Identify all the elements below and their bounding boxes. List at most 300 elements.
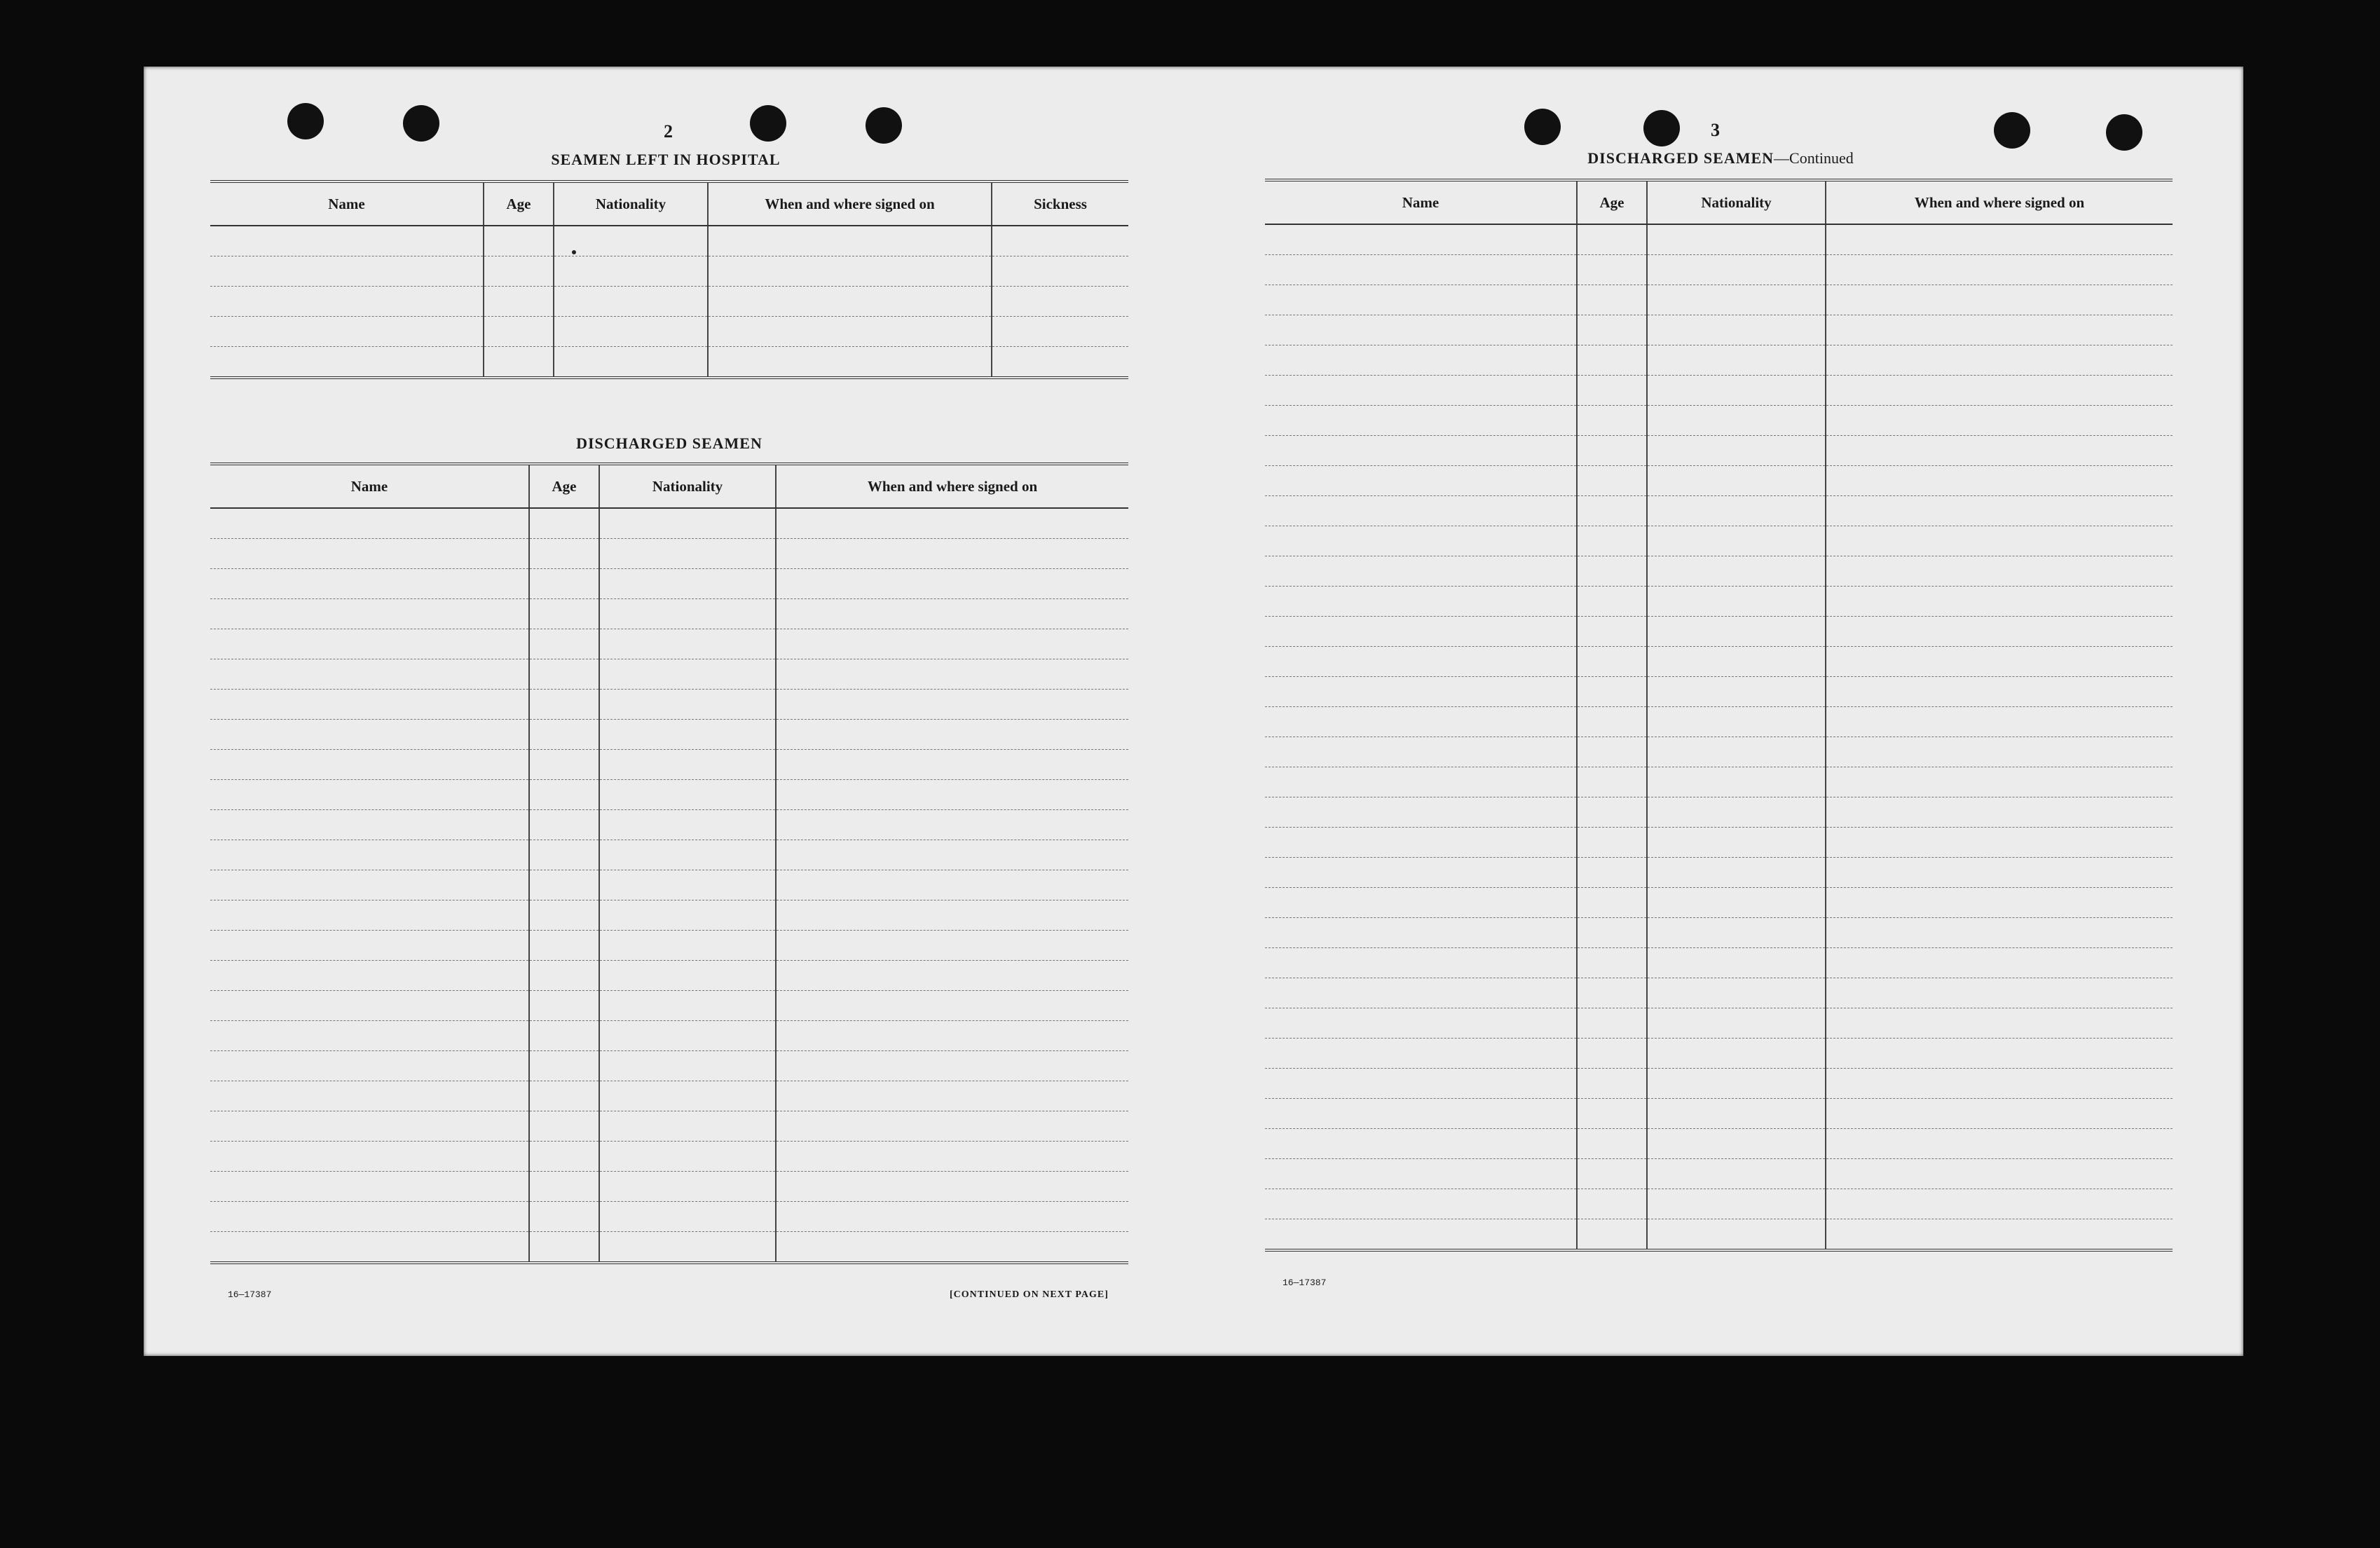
continued-note: [CONTINUED ON NEXT PAGE] bbox=[950, 1289, 1109, 1300]
table-cell bbox=[776, 1172, 1128, 1202]
table-cell bbox=[1265, 1008, 1577, 1039]
table-cell bbox=[776, 840, 1128, 870]
table-cell bbox=[1647, 1039, 1826, 1069]
table-cell bbox=[484, 226, 554, 256]
table-cell bbox=[1826, 1099, 2173, 1129]
table-cell bbox=[1577, 376, 1647, 406]
header-row bbox=[1265, 180, 2173, 224]
discharged-section-title: DISCHARGED SEAMEN bbox=[576, 434, 762, 452]
table-cell bbox=[1577, 255, 1647, 285]
table-cell bbox=[210, 599, 529, 629]
table-cell bbox=[1647, 1069, 1826, 1099]
col-age-header: Age bbox=[484, 181, 554, 226]
table-cell bbox=[1265, 948, 1577, 978]
table-cell bbox=[1265, 978, 1577, 1008]
form-sheet bbox=[144, 67, 2243, 1356]
punch-hole bbox=[1643, 110, 1680, 146]
table-cell bbox=[1265, 466, 1577, 496]
table-cell bbox=[1647, 1008, 1826, 1039]
table-cell bbox=[1647, 828, 1826, 858]
col-signed-on-header: When and where signed on bbox=[708, 181, 992, 226]
table-cell bbox=[1265, 376, 1577, 406]
table-cell bbox=[1826, 376, 2173, 406]
table-cell bbox=[776, 508, 1128, 539]
table-cell bbox=[776, 1142, 1128, 1172]
table-cell bbox=[554, 256, 708, 287]
table-row bbox=[210, 317, 1128, 347]
table-cell bbox=[529, 870, 599, 900]
col-name-header: Name bbox=[1265, 180, 1577, 224]
ink-mark bbox=[572, 250, 576, 254]
table-cell bbox=[1577, 556, 1647, 587]
table-cell bbox=[1826, 737, 2173, 767]
table-row bbox=[1265, 858, 2173, 888]
table-row bbox=[1265, 255, 2173, 285]
table-row bbox=[1265, 828, 2173, 858]
table-cell bbox=[1647, 526, 1826, 556]
table-cell bbox=[529, 1202, 599, 1232]
table-cell bbox=[1577, 737, 1647, 767]
table-row bbox=[1265, 1099, 2173, 1129]
table-cell bbox=[1265, 1099, 1577, 1129]
table-cell bbox=[776, 599, 1128, 629]
table-cell bbox=[1577, 1159, 1647, 1189]
table-row bbox=[1265, 737, 2173, 767]
table-cell bbox=[776, 1021, 1128, 1051]
table-cell bbox=[1265, 1219, 1577, 1251]
table-row bbox=[210, 991, 1128, 1021]
table-cell bbox=[1826, 436, 2173, 466]
table-cell bbox=[776, 1202, 1128, 1232]
table-cell bbox=[776, 720, 1128, 750]
table-cell bbox=[529, 539, 599, 569]
continued-rows bbox=[1265, 224, 2173, 1250]
col-signed-on-header: When and where signed on bbox=[776, 464, 1128, 508]
table-cell bbox=[1577, 948, 1647, 978]
table-cell bbox=[708, 287, 992, 317]
table-row bbox=[210, 1142, 1128, 1172]
table-cell bbox=[210, 870, 529, 900]
table-cell bbox=[1577, 526, 1647, 556]
table-cell bbox=[1577, 436, 1647, 466]
table-cell bbox=[599, 599, 776, 629]
table-cell bbox=[599, 508, 776, 539]
table-cell bbox=[599, 659, 776, 690]
table-cell bbox=[1826, 406, 2173, 436]
table-cell bbox=[1265, 224, 1577, 255]
table-cell bbox=[1826, 526, 2173, 556]
table-cell bbox=[1647, 1219, 1826, 1251]
table-cell bbox=[1265, 647, 1577, 677]
table-cell bbox=[776, 690, 1128, 720]
table-cell bbox=[599, 1202, 776, 1232]
table-cell bbox=[1826, 707, 2173, 737]
table-cell bbox=[599, 539, 776, 569]
page-number-left: 2 bbox=[664, 121, 673, 142]
table-row bbox=[1265, 1219, 2173, 1251]
table-cell bbox=[599, 961, 776, 991]
col-nationality-header: Nationality bbox=[554, 181, 708, 226]
table-cell bbox=[776, 961, 1128, 991]
table-cell bbox=[1577, 1008, 1647, 1039]
table-cell bbox=[1647, 918, 1826, 948]
table-cell bbox=[529, 840, 599, 870]
table-cell bbox=[1577, 496, 1647, 526]
table-cell bbox=[554, 226, 708, 256]
table-cell bbox=[210, 931, 529, 961]
table-cell bbox=[708, 256, 992, 287]
table-cell bbox=[1826, 617, 2173, 647]
table-cell bbox=[776, 659, 1128, 690]
table-cell bbox=[210, 840, 529, 870]
discharged-continued-title bbox=[1265, 149, 2176, 167]
table-cell bbox=[1826, 1039, 2173, 1069]
table-cell bbox=[529, 569, 599, 599]
table-row bbox=[1265, 406, 2173, 436]
table-row bbox=[1265, 345, 2173, 376]
table-cell bbox=[1647, 858, 1826, 888]
table-cell bbox=[599, 810, 776, 840]
table-cell bbox=[529, 1142, 599, 1172]
table-cell bbox=[776, 569, 1128, 599]
table-cell bbox=[1265, 828, 1577, 858]
table-cell bbox=[599, 629, 776, 659]
table-cell bbox=[1577, 617, 1647, 647]
table-row bbox=[210, 287, 1128, 317]
table-cell bbox=[1647, 1159, 1826, 1189]
discharged-table bbox=[210, 463, 1128, 1264]
table-row bbox=[210, 347, 1128, 378]
table-row bbox=[210, 569, 1128, 599]
table-row bbox=[210, 256, 1128, 287]
table-row bbox=[210, 1172, 1128, 1202]
table-cell bbox=[529, 629, 599, 659]
punch-hole bbox=[2106, 114, 2142, 151]
table-cell bbox=[992, 256, 1128, 287]
table-row bbox=[210, 1051, 1128, 1081]
table-row bbox=[1265, 224, 2173, 255]
table-row bbox=[1265, 647, 2173, 677]
table-cell bbox=[1577, 858, 1647, 888]
table-cell bbox=[210, 961, 529, 991]
table-cell bbox=[1647, 888, 1826, 918]
table-row bbox=[1265, 587, 2173, 617]
table-cell bbox=[1577, 677, 1647, 707]
table-cell bbox=[1647, 345, 1826, 376]
table-cell bbox=[210, 780, 529, 810]
table-cell bbox=[1647, 496, 1826, 526]
table-cell bbox=[992, 347, 1128, 378]
table-row bbox=[1265, 526, 2173, 556]
table-row bbox=[1265, 556, 2173, 587]
table-cell bbox=[210, 569, 529, 599]
table-cell bbox=[599, 1081, 776, 1111]
table-cell bbox=[529, 1081, 599, 1111]
table-cell bbox=[776, 750, 1128, 780]
table-row bbox=[1265, 1039, 2173, 1069]
table-cell bbox=[1647, 948, 1826, 978]
table-row bbox=[210, 840, 1128, 870]
table-row bbox=[210, 690, 1128, 720]
table-row bbox=[1265, 1189, 2173, 1219]
table-cell bbox=[1826, 345, 2173, 376]
table-cell bbox=[776, 991, 1128, 1021]
table-cell bbox=[554, 287, 708, 317]
table-cell bbox=[529, 1051, 599, 1081]
table-cell bbox=[1647, 647, 1826, 677]
table-row bbox=[210, 870, 1128, 900]
table-row bbox=[210, 226, 1128, 256]
table-cell bbox=[210, 1202, 529, 1232]
table-cell bbox=[1826, 828, 2173, 858]
table-cell bbox=[210, 659, 529, 690]
table-cell bbox=[210, 900, 529, 931]
punch-hole bbox=[750, 105, 786, 142]
table-cell bbox=[1265, 858, 1577, 888]
hospital-rows bbox=[210, 226, 1128, 378]
table-cell bbox=[1826, 1069, 2173, 1099]
table-cell bbox=[1265, 677, 1577, 707]
table-cell bbox=[1647, 436, 1826, 466]
table-row bbox=[210, 508, 1128, 539]
col-name-header: Name bbox=[210, 181, 484, 226]
table-cell bbox=[210, 629, 529, 659]
table-row bbox=[210, 961, 1128, 991]
table-row bbox=[210, 1021, 1128, 1051]
table-row bbox=[1265, 1159, 2173, 1189]
table-row bbox=[210, 599, 1128, 629]
table-cell bbox=[599, 690, 776, 720]
table-cell bbox=[776, 1232, 1128, 1263]
table-row bbox=[1265, 767, 2173, 797]
table-row bbox=[1265, 707, 2173, 737]
table-cell bbox=[599, 1051, 776, 1081]
table-cell bbox=[1647, 677, 1826, 707]
table-cell bbox=[210, 750, 529, 780]
table-cell bbox=[1577, 647, 1647, 677]
table-cell bbox=[1826, 1159, 2173, 1189]
header-row bbox=[210, 464, 1128, 508]
table-cell bbox=[210, 1051, 529, 1081]
table-cell bbox=[1577, 315, 1647, 345]
table-cell bbox=[1265, 255, 1577, 285]
table-row bbox=[1265, 436, 2173, 466]
table-cell bbox=[708, 347, 992, 378]
table-cell bbox=[529, 508, 599, 539]
table-cell bbox=[210, 539, 529, 569]
table-cell bbox=[776, 629, 1128, 659]
table-cell bbox=[210, 1142, 529, 1172]
table-cell bbox=[599, 1232, 776, 1263]
table-cell bbox=[529, 1021, 599, 1051]
table-row bbox=[1265, 888, 2173, 918]
table-cell bbox=[599, 569, 776, 599]
table-cell bbox=[776, 870, 1128, 900]
table-cell bbox=[1826, 496, 2173, 526]
table-cell bbox=[210, 226, 484, 256]
table-cell bbox=[708, 226, 992, 256]
table-cell bbox=[529, 1172, 599, 1202]
table-cell bbox=[599, 1021, 776, 1051]
table-cell bbox=[1265, 345, 1577, 376]
table-cell bbox=[1265, 436, 1577, 466]
table-cell bbox=[776, 780, 1128, 810]
punch-hole bbox=[403, 105, 439, 142]
table-cell bbox=[210, 1172, 529, 1202]
table-row bbox=[210, 1202, 1128, 1232]
table-cell bbox=[210, 1021, 529, 1051]
col-age-header: Age bbox=[529, 464, 599, 508]
table-cell bbox=[1577, 1099, 1647, 1129]
table-cell bbox=[1826, 587, 2173, 617]
table-cell bbox=[529, 991, 599, 1021]
table-cell bbox=[1647, 315, 1826, 345]
table-cell bbox=[992, 287, 1128, 317]
table-cell bbox=[210, 720, 529, 750]
table-cell bbox=[1647, 707, 1826, 737]
table-cell bbox=[599, 780, 776, 810]
table-cell bbox=[1265, 556, 1577, 587]
table-cell bbox=[776, 1081, 1128, 1111]
table-cell bbox=[1265, 587, 1577, 617]
table-cell bbox=[484, 347, 554, 378]
table-cell bbox=[1577, 978, 1647, 1008]
table-cell bbox=[1265, 1039, 1577, 1069]
table-cell bbox=[1647, 1099, 1826, 1129]
table-cell bbox=[1826, 224, 2173, 255]
table-cell bbox=[1265, 1069, 1577, 1099]
table-cell bbox=[529, 931, 599, 961]
table-cell bbox=[529, 900, 599, 931]
table-row bbox=[1265, 948, 2173, 978]
discharged-continued-table bbox=[1265, 179, 2173, 1252]
table-cell bbox=[776, 1051, 1128, 1081]
table-cell bbox=[529, 1232, 599, 1263]
table-cell bbox=[1577, 1069, 1647, 1099]
table-cell bbox=[1647, 737, 1826, 767]
table-cell bbox=[1826, 767, 2173, 797]
table-cell bbox=[1265, 888, 1577, 918]
header-row bbox=[210, 181, 1128, 226]
table-cell bbox=[1577, 1129, 1647, 1159]
table-cell bbox=[599, 991, 776, 1021]
table-cell bbox=[554, 347, 708, 378]
table-cell bbox=[1265, 285, 1577, 315]
table-cell bbox=[1577, 587, 1647, 617]
table-cell bbox=[776, 931, 1128, 961]
table-cell bbox=[484, 287, 554, 317]
table-cell bbox=[1826, 677, 2173, 707]
table-cell bbox=[1647, 978, 1826, 1008]
table-cell bbox=[484, 317, 554, 347]
table-cell bbox=[599, 931, 776, 961]
table-cell bbox=[1577, 1039, 1647, 1069]
table-cell bbox=[529, 659, 599, 690]
table-row bbox=[210, 900, 1128, 931]
table-cell bbox=[1265, 406, 1577, 436]
table-cell bbox=[210, 317, 484, 347]
table-cell bbox=[1826, 255, 2173, 285]
table-cell bbox=[599, 870, 776, 900]
punch-hole bbox=[866, 107, 902, 144]
table-cell bbox=[1647, 376, 1826, 406]
hospital-section-title: SEAMEN LEFT IN HOSPITAL bbox=[551, 151, 781, 168]
form-number-left: 16—17387 bbox=[228, 1289, 272, 1300]
table-cell bbox=[1577, 918, 1647, 948]
table-cell bbox=[1265, 767, 1577, 797]
table-row bbox=[210, 931, 1128, 961]
table-cell bbox=[776, 539, 1128, 569]
table-cell bbox=[1647, 797, 1826, 828]
table-cell bbox=[1647, 617, 1826, 647]
table-cell bbox=[1577, 828, 1647, 858]
table-cell bbox=[1265, 617, 1577, 647]
table-cell bbox=[210, 287, 484, 317]
table-row bbox=[210, 810, 1128, 840]
table-cell bbox=[529, 780, 599, 810]
table-cell bbox=[1577, 224, 1647, 255]
continued-suffix: —Continued bbox=[1774, 149, 1854, 167]
table-cell bbox=[599, 840, 776, 870]
table-row bbox=[210, 539, 1128, 569]
table-cell bbox=[210, 347, 484, 378]
table-cell bbox=[1826, 315, 2173, 345]
col-name-header: Name bbox=[210, 464, 529, 508]
table-row bbox=[210, 1232, 1128, 1263]
table-cell bbox=[599, 720, 776, 750]
table-cell bbox=[210, 810, 529, 840]
table-cell bbox=[599, 1142, 776, 1172]
table-cell bbox=[529, 961, 599, 991]
table-cell bbox=[599, 1172, 776, 1202]
table-cell bbox=[1577, 406, 1647, 436]
table-cell bbox=[1577, 797, 1647, 828]
table-cell bbox=[1647, 466, 1826, 496]
table-cell bbox=[1647, 406, 1826, 436]
table-cell bbox=[1826, 285, 2173, 315]
table-cell bbox=[484, 256, 554, 287]
table-cell bbox=[210, 256, 484, 287]
punch-hole bbox=[1994, 112, 2030, 149]
table-cell bbox=[1826, 797, 2173, 828]
table-cell bbox=[599, 1111, 776, 1142]
table-cell bbox=[1577, 888, 1647, 918]
table-cell bbox=[992, 226, 1128, 256]
table-cell bbox=[992, 317, 1128, 347]
table-cell bbox=[210, 1232, 529, 1263]
table-cell bbox=[210, 508, 529, 539]
col-signed-on-header: When and where signed on bbox=[1826, 180, 2173, 224]
table-cell bbox=[1826, 647, 2173, 677]
table-row bbox=[210, 1081, 1128, 1111]
table-cell bbox=[1577, 1219, 1647, 1251]
table-cell bbox=[1265, 707, 1577, 737]
table-cell bbox=[529, 720, 599, 750]
table-cell bbox=[529, 599, 599, 629]
table-row bbox=[1265, 1069, 2173, 1099]
table-row bbox=[210, 659, 1128, 690]
table-cell bbox=[210, 1111, 529, 1142]
table-cell bbox=[1826, 1219, 2173, 1251]
table-cell bbox=[1826, 1129, 2173, 1159]
table-cell bbox=[1265, 797, 1577, 828]
table-cell bbox=[1265, 918, 1577, 948]
section-title-text: DISCHARGED SEAMEN bbox=[1587, 149, 1774, 167]
table-cell bbox=[1265, 1189, 1577, 1219]
table-cell bbox=[1577, 285, 1647, 315]
table-row bbox=[1265, 797, 2173, 828]
table-cell bbox=[1265, 1129, 1577, 1159]
